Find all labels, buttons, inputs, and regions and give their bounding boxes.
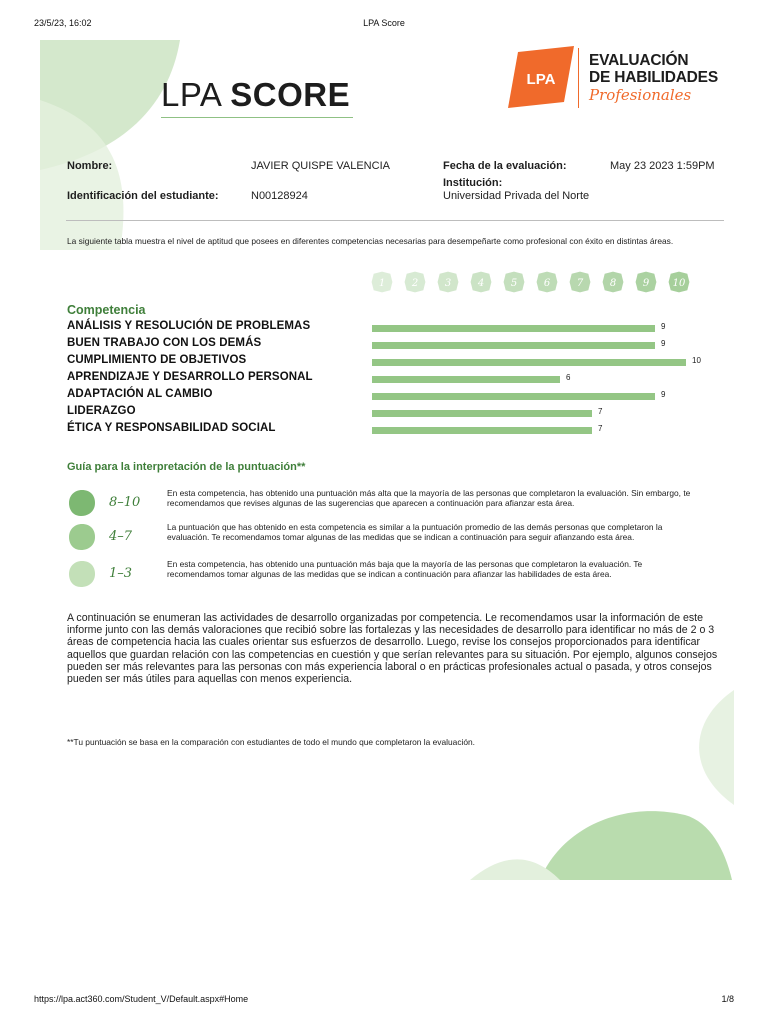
competency-name: LIDERAZGO (67, 405, 136, 417)
guide-range: 8–10 (109, 495, 141, 510)
decorative-leaf-bottom-right (470, 690, 734, 882)
print-footer (0, 994, 768, 1006)
footnote: **Tu puntuación se basa en la comparación con estudiantes de todo el mundo que completaron la evaluación. (67, 737, 476, 747)
scale-step-10 (669, 272, 690, 293)
competency-row (67, 405, 727, 421)
info-divider (66, 220, 724, 221)
competency-bar (372, 376, 560, 383)
lpa-logo (506, 46, 576, 108)
scale-step-8 (603, 272, 624, 293)
guide-blob-icon (67, 559, 97, 589)
page-title-light: LPA (161, 76, 231, 113)
scale-label: 5 (510, 278, 518, 289)
lpa-logo-text: LPA (526, 71, 556, 88)
competency-name: APRENDIZAJE Y DESARROLLO PERSONAL (67, 371, 313, 383)
competency-row (67, 388, 727, 404)
scale-step-1 (372, 272, 393, 293)
print-url[interactable]: https://lpa.act360.com/Student_V/Default.aspx#Home (34, 994, 249, 1004)
scale-label: 7 (576, 278, 584, 289)
scale-label: 9 (642, 278, 650, 289)
guide-range: 4–7 (109, 529, 133, 544)
competency-name: CUMPLIMIENTO DE OBJETIVOS (67, 354, 247, 366)
scale-step-5 (504, 272, 525, 293)
scale-label: 1 (378, 278, 386, 289)
guide-title: Guía para la interpretación de la puntuación** (67, 461, 306, 473)
competency-row (67, 354, 727, 370)
id-label: Identificación del estudiante: (67, 190, 219, 202)
competency-name: ÉTICA Y RESPONSABILIDAD SOCIAL (67, 422, 276, 434)
guide-blob-icon (67, 522, 97, 552)
competency-score: 9 (661, 339, 666, 348)
competency-score: 9 (661, 322, 666, 331)
id-value: N00128924 (251, 190, 308, 202)
competency-name: ADAPTACIÓN AL CAMBIO (67, 388, 213, 400)
competency-header: Competencia (67, 303, 146, 317)
competency-name: BUEN TRABAJO CON LOS DEMÁS (67, 337, 262, 349)
institution-label: Institución: (443, 177, 503, 189)
institution-value: Universidad Privada del Norte (443, 190, 590, 202)
scale-step-2 (405, 272, 426, 293)
scale-step-9 (636, 272, 657, 293)
page-title-bold: SCORE (230, 76, 351, 113)
competency-score: 10 (692, 356, 701, 365)
print-datetime: 23/5/23, 16:02 (34, 18, 92, 28)
guide-blob-icon (67, 488, 97, 518)
brand-wordmark (589, 52, 718, 104)
name-label: Nombre: (67, 160, 113, 172)
competency-row (67, 371, 727, 387)
name-value: JAVIER QUISPE VALENCIA (251, 160, 390, 172)
date-label: Fecha de la evaluación: (443, 160, 567, 172)
competency-bar (372, 410, 592, 417)
brand-line-3: Profesionales (589, 86, 692, 104)
scale-label: 10 (672, 278, 686, 289)
scale-label: 6 (543, 278, 551, 289)
competency-score: 7 (598, 407, 603, 416)
brand-divider (578, 48, 579, 108)
competency-row (67, 337, 727, 353)
guide-text: En esta competencia, has obtenido una puntuación más baja que la mayoría de las personas que completaron la evaluación. Te recomendamos tomar algunas de las medidas que se indican a continuación para afianzar las habilidades de esta área. (167, 559, 643, 579)
competency-row (67, 320, 727, 336)
competency-bar (372, 393, 655, 400)
competency-bar (372, 359, 686, 366)
brand-line-1: EVALUACIÓN (589, 52, 689, 69)
competency-bar (372, 342, 655, 349)
brand-line-2: DE HABILIDADES (589, 69, 718, 86)
scale-label: 4 (477, 278, 485, 289)
competency-score: 6 (566, 373, 571, 382)
scale-label: 8 (609, 278, 617, 289)
title-underline (161, 117, 353, 118)
page-title (161, 76, 350, 114)
competency-score: 7 (598, 424, 603, 433)
competency-name: ANÁLISIS Y RESOLUCIÓN DE PROBLEMAS (67, 320, 311, 332)
scale-step-6 (537, 272, 558, 293)
scale-label: 2 (411, 278, 419, 289)
guide-text: En esta competencia, has obtenido una puntuación más alta que la mayoría de las personas que completaron la evaluación. Sin embargo, te recomendamos que revises algunas de las sugerencias que aparecen a continuación para afianzar esta área. (167, 488, 691, 508)
print-header (0, 18, 768, 30)
scale-step-7 (570, 272, 591, 293)
scale-step-4 (471, 272, 492, 293)
scale-step-3 (438, 272, 459, 293)
intro-text: La siguiente tabla muestra el nivel de aptitud que posees en diferentes competencias necesarias para desempeñarte como profesional con éxito en distintas áreas. (67, 236, 674, 246)
guide-text: La puntuación que has obtenido en esta competencia es similar a la puntuación promedio de las demás personas que completaron la evaluación. Te recomendamos tomar algunas de las medidas que se indican a continuación para seguir afianzando esta área. (167, 522, 663, 542)
score-scale (366, 268, 706, 298)
date-value: May 23 2023 1:59PM (610, 160, 715, 172)
development-paragraph: A continuación se enumeran las actividades de desarrollo organizadas por competencia. Le recomendamos usar la información de este informe junto con las demás valoraciones que recibió sobre las fortalezas y las necesidades de desarrollo para identificar no más de 2 o 3 áreas de competencia hacia las cuales orientar sus esfuerzos de desarrollo. Luego, revise los consejos proporcionados para identificar aquellos que guardan relación con las competencias en cuestión y que serían relevantes para su situación. Por ejemplo, algunos consejos pueden ser más relevantes para las personas con más experiencia laboral o en prácticas profesionales actual o pasada, y otros consejos pueden ser más útiles para aquellas con menos experiencia. (67, 612, 718, 686)
scale-label: 3 (444, 278, 452, 289)
print-page-number: 1/8 (721, 994, 734, 1004)
print-page-title: LPA Score (363, 18, 405, 28)
guide-range: 1–3 (109, 566, 133, 581)
competency-row (67, 422, 727, 438)
competency-bar (372, 427, 592, 434)
competency-score: 9 (661, 390, 666, 399)
decorative-leaf-top-left (40, 40, 180, 250)
competency-bar (372, 325, 655, 332)
